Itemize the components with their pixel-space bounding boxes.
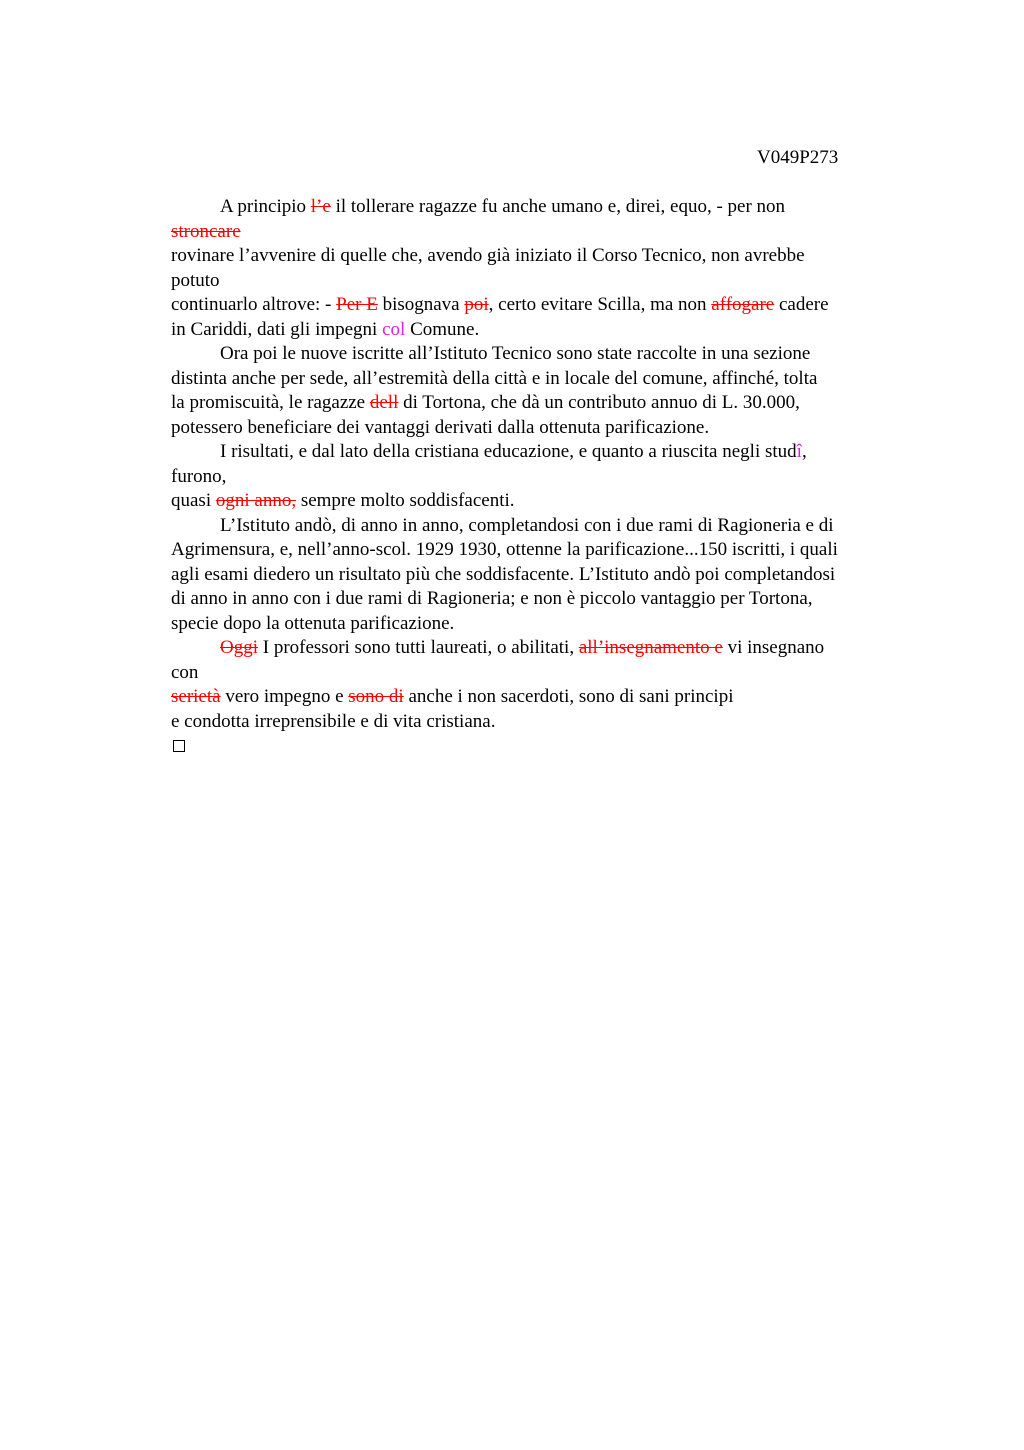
deleted-text: l’e	[310, 196, 331, 217]
text-run: furono,	[171, 465, 227, 487]
text-line	[171, 440, 931, 465]
text-run: I risultati, e dal lato della cristiana educazione, e quanto a riuscita negli stud	[220, 441, 797, 462]
deleted-text: dell	[369, 392, 399, 413]
text-run: con	[171, 661, 199, 683]
text-line	[171, 734, 931, 759]
text-run: agli esami diedero un risultato più che soddisfacente. L’Istituto andò poi completandosi	[171, 563, 836, 585]
text-run: di Tortona, che dà un contributo annuo di L. 30.000,	[398, 392, 800, 413]
text-run: L’Istituto andò, di anno in anno, completandosi con i due rami di Ragioneria e di	[220, 514, 834, 536]
text-run: vi insegnano	[722, 637, 825, 658]
text-run: Comune.	[405, 318, 480, 340]
text-run: Ora poi le nuove iscritte all’Istituto Tecnico sono state raccolte in una sezione	[220, 343, 811, 364]
text-run: specie dopo la ottenuta parificazione.	[171, 612, 455, 634]
deleted-text: poi	[464, 294, 489, 315]
text-line	[171, 465, 931, 490]
text-line	[171, 489, 931, 514]
deleted-text: sono di	[348, 686, 404, 707]
deleted-text: stroncare	[171, 220, 241, 242]
text-run: di anno in anno con i due rami di Ragioneria; e non è piccolo vantaggio per Tortona,	[171, 588, 813, 609]
deleted-text: Oggi	[220, 637, 258, 658]
text-line	[171, 416, 931, 441]
text-run: e condotta irreprensibile e di vita cristiana.	[171, 710, 496, 732]
text-line	[171, 244, 931, 269]
text-line	[171, 220, 931, 245]
text-run: cadere	[774, 294, 829, 315]
text-run: sempre molto soddisfacenti.	[296, 490, 515, 511]
text-line	[171, 269, 931, 294]
text-run: potessero beneficiare dei vantaggi derivati dalla ottenuta parificazione.	[171, 416, 710, 438]
deleted-text: ogni anno,	[215, 490, 297, 511]
deleted-text: Per E	[336, 294, 378, 315]
text-line	[171, 563, 931, 588]
text-run: il tollerare ragazze fu anche umano e, direi, equo, - per non	[330, 196, 786, 217]
text-line	[171, 514, 931, 539]
text-run: distinta anche per sede, all’estremità della città e in locale del comune, affinché, tolta	[171, 367, 818, 389]
text-run: I professori sono tutti laureati, o abilitati,	[258, 637, 579, 658]
text-run: Agrimensura, e, nell’anno-scol. 1929 1930, ottenne la parificazione...150 iscritti, i quali	[171, 539, 838, 560]
text-run: la promiscuità, le ragazze	[171, 392, 370, 413]
inserted-text: î	[796, 441, 802, 462]
text-line	[171, 587, 931, 612]
text-run: in Cariddi, dati gli impegni	[171, 318, 383, 340]
checkbox-icon	[173, 740, 185, 752]
deleted-text: affogare	[711, 294, 775, 315]
text-run: ,	[801, 441, 807, 462]
text-run: quasi	[171, 490, 216, 511]
text-run: continuarlo altrove: -	[171, 294, 337, 315]
text-line	[171, 538, 931, 563]
text-run: bisognava	[377, 294, 465, 315]
text-run: anche i non sacerdoti, sono di sani principi	[403, 686, 734, 707]
text-run: vero impegno e	[220, 686, 349, 707]
inserted-text: col	[382, 318, 406, 340]
text-line	[171, 685, 931, 710]
text-run: A principio	[220, 196, 311, 217]
text-line	[171, 710, 931, 735]
document-body	[171, 195, 931, 759]
deleted-text: serietà	[171, 686, 221, 707]
text-line	[171, 661, 931, 686]
text-run: rovinare l’avvenire di quelle che, avendo già iniziato il Corso Tecnico, non avrebbe	[171, 245, 805, 266]
text-line	[171, 342, 931, 367]
text-line	[171, 318, 931, 343]
text-line	[171, 612, 931, 637]
text-line	[171, 391, 931, 416]
text-run: potuto	[171, 269, 220, 291]
text-run: , certo evitare Scilla, ma non	[488, 294, 712, 315]
text-line	[171, 636, 931, 661]
text-line	[171, 293, 931, 318]
page-id: V049P273	[757, 147, 839, 168]
deleted-text: all’insegnamento e	[578, 637, 723, 658]
text-line	[171, 367, 931, 392]
text-line	[171, 195, 931, 220]
